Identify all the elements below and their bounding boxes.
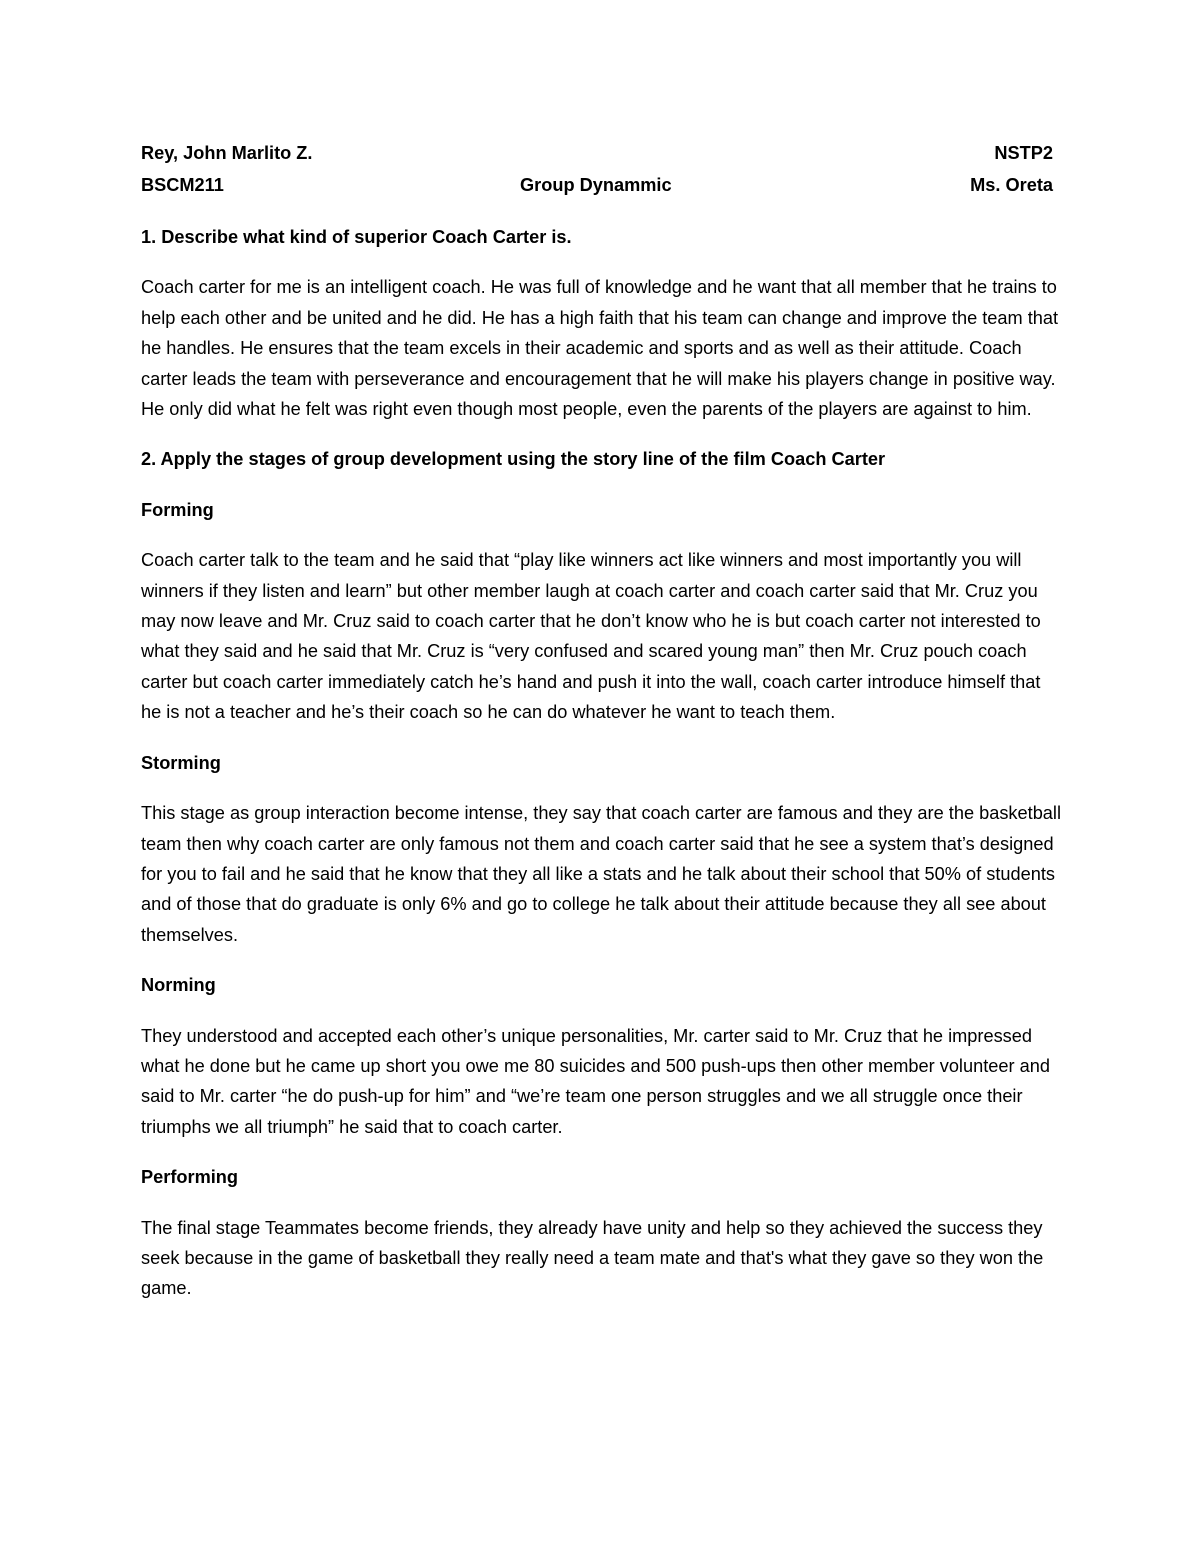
stage-norming-text: They understood and accepted each other’s unique personalities, Mr. carter said to Mr. Cruz that he impressed what he done but he came up short you owe me 80 suicides and 500 push-ups then other member volunteer and said to Mr. carter “he do push-up for him” and “we’re team one person struggles and we all struggle once their triumphs we all triumph” he said that to coach carter. [141, 1025, 1050, 1137]
stage-performing-text: The final stage Teammates become friends, they already have unity and help so they achieved the success they seek because in the game of basketball they really need a team mate and that's what they gave so they won the game. [141, 1217, 1044, 1299]
instructor-name: Ms. Oreta [970, 175, 1053, 195]
stage-forming-text: Coach carter talk to the team and he said that “play like winners act like winners and most importantly you will winners if they listen and learn” but other member laugh at coach carter and coach carter said that Mr. Cruz you may now leave and Mr. Cruz said to coach carter that he don’t know who he is but coach carter not interested to what they said and he said that Mr. Cruz is “very confused and scared young man” then Mr. Cruz pouch coach carter but coach carter immediately catch he’s hand and push it into the wall, coach carter introduce himself that he is not a teacher and he’s their coach so he can do whatever he want to teach them. [141, 550, 1041, 723]
question-1-title: 1. Describe what kind of superior Coach Carter is. [141, 227, 572, 247]
course-code: NSTP2 [994, 143, 1053, 163]
stage-norming-title: Norming [141, 975, 216, 996]
stage-storming-text: This stage as group interaction become intense, they say that coach carter are famous and they are the basketball team then why coach carter are only famous not them and coach carter said that he see a system that’s designed for you to fail and he said that he know that they all like a stats and he talk about their school that 50% of students and of those that do graduate is only 6% and go to college he talk about their attitude because they all see about themselves. [141, 803, 1062, 945]
header-row-2 [141, 170, 1061, 202]
document-page [141, 138, 1061, 1304]
stage-storming-title: Storming [141, 752, 221, 773]
section: BSCM211 [141, 175, 224, 195]
stage-forming-title: Forming [141, 499, 214, 520]
question-2-title: 2. Apply the stages of group development using the story line of the film Coach Carter [141, 449, 886, 470]
student-name: Rey, John Marlito Z. [141, 143, 313, 163]
stage-performing-title: Performing [141, 1167, 239, 1188]
header-row-1 [141, 138, 1061, 170]
question-1-answer: Coach carter for me is an intelligent coach. He was full of knowledge and he want that all member that he trains to help each other and be united and he did. He has a high faith that his team can change and improve the team that he handles. He ensures that the team excels in their academic and sports and as well as their attitude. Coach carter leads the team with perseverance and encouragement that he will make his players change in positive way. He only did what he felt was right even though most people, even the parents of the players are against to him. [141, 277, 1059, 420]
subject-title: Group Dynammic [520, 175, 672, 195]
